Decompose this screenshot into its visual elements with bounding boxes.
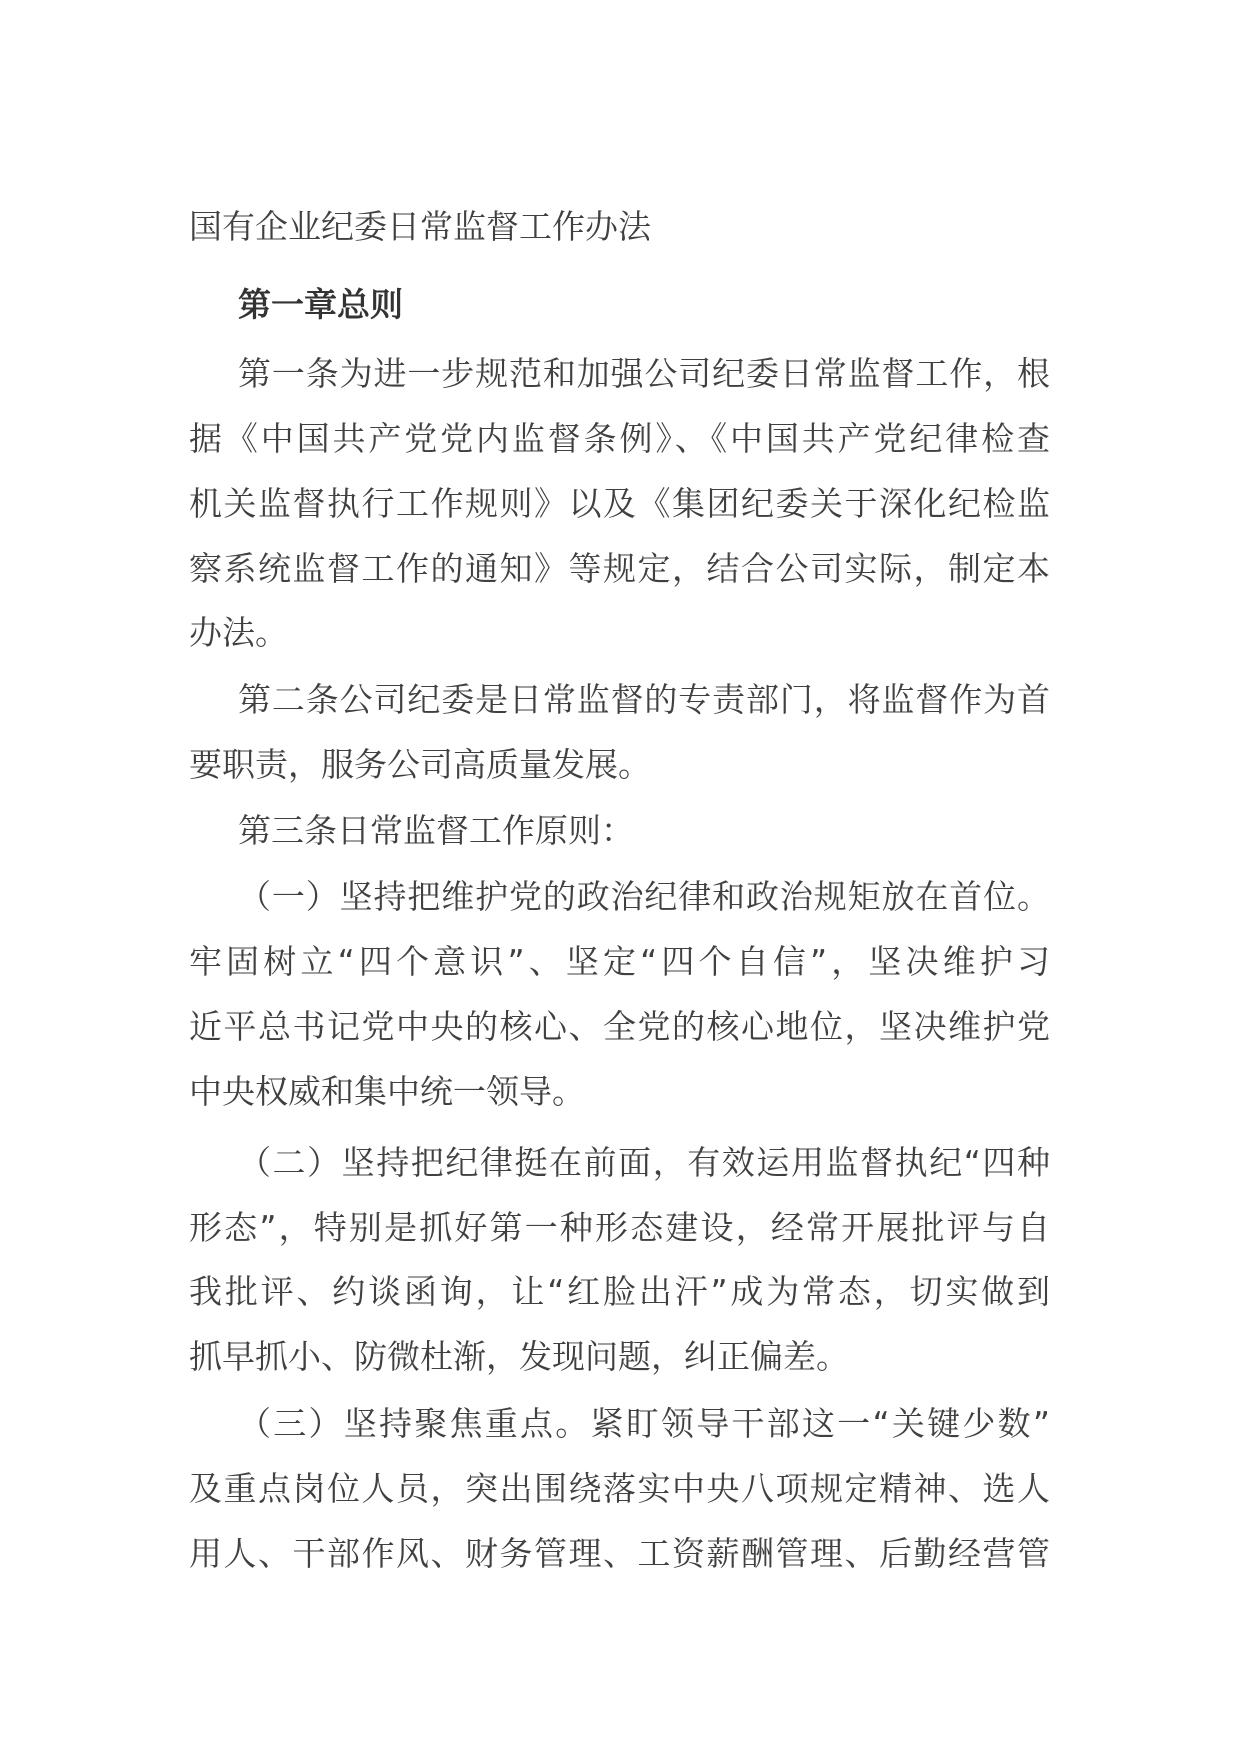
paragraph-line: 用人、干部作风、财务管理、工资薪酬管理、后勤经营管 [189,1534,1050,1573]
paragraph-line: 牢固树立“四个意识”、坚定“四个自信”，坚决维护习 [189,942,1050,981]
chapter-heading: 第一章总则 [238,285,403,324]
paragraph-line: 据《中国共产党党内监督条例》、《中国共产党纪律检查 [189,419,1050,458]
paragraph-line: 我批评、约谈函询，让“红脸出汗”成为常态，切实做到 [189,1272,1050,1311]
paragraph-line: 及重点岗位人员，突出围绕落实中央八项规定精神、选人 [189,1469,1050,1508]
paragraph-line: 第二条公司纪委是日常监督的专责部门，将监督作为首 [238,680,1050,719]
paragraph-line: （一）坚持把维护党的政治纪律和政治规矩放在首位。 [238,877,1050,916]
paragraph-line: 察系统监督工作的通知》等规定，结合公司实际，制定本 [189,549,1050,588]
paragraph-line: （三）坚持聚焦重点。紧盯领导干部这一“关键少数” [238,1404,1050,1443]
paragraph-line: 要职责，服务公司高质量发展。 [189,745,651,784]
paragraph-line: 抓早抓小、防微杜渐，发现问题，纠正偏差。 [189,1337,849,1376]
paragraph-line: 机关监督执行工作规则》以及《集团纪委关于深化纪检监 [189,484,1050,523]
document-title: 国有企业纪委日常监督工作办法 [189,207,651,246]
paragraph-line: 形态”，特别是抓好第一种形态建设，经常开展批评与自 [189,1208,1050,1247]
paragraph-line: 办法。 [189,613,288,652]
paragraph-line: 中央权威和集中统一领导。 [189,1072,585,1111]
paragraph-line: 第一条为进一步规范和加强公司纪委日常监督工作，根 [238,354,1050,393]
paragraph-line: 近平总书记党中央的核心、全党的核心地位，坚决维护党 [189,1007,1050,1046]
paragraph-line: 第三条日常监督工作原则： [238,811,634,850]
paragraph-line: （二）坚持把纪律挺在前面，有效运用监督执纪“四种 [238,1143,1050,1182]
